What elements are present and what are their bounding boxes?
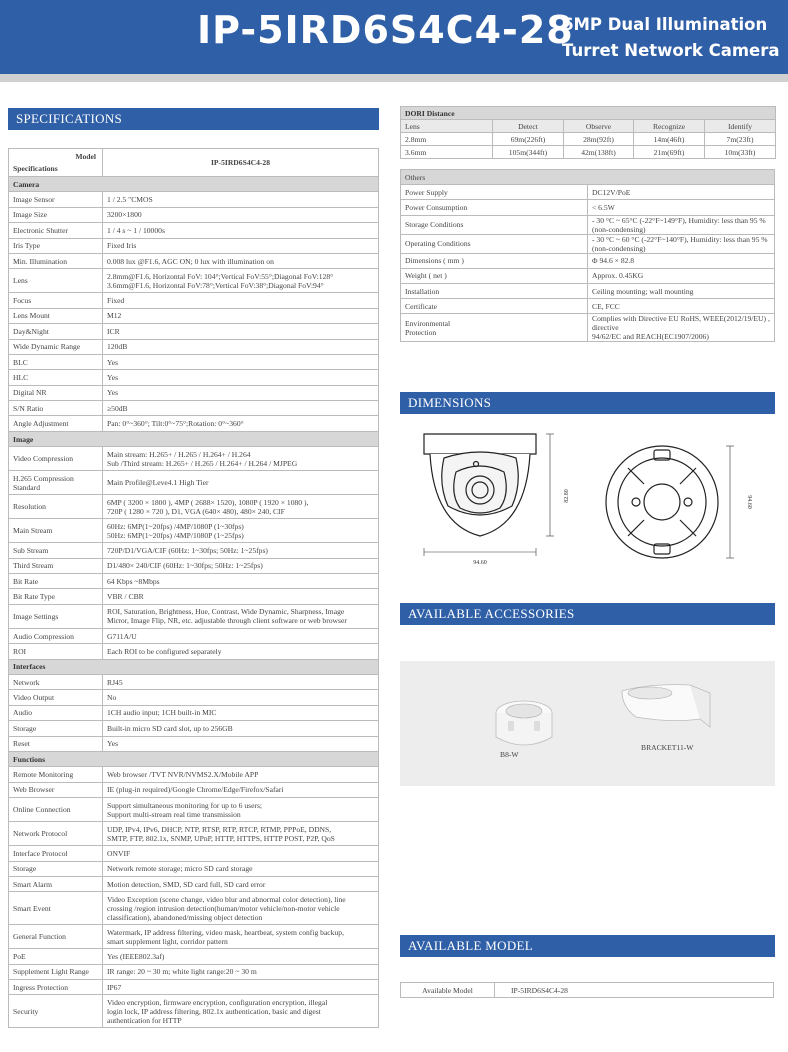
others-key [401, 185, 588, 200]
table-row [9, 574, 379, 589]
dori-cell: 7m(23ft) [705, 133, 776, 146]
spec-value [103, 604, 379, 628]
spec-value-line: login lock, IP address filtering, 802.1x authentication, basic and digest [107, 1006, 321, 1016]
spec-value [103, 370, 379, 385]
others-key-line: Power Consumption [405, 202, 468, 212]
others-value [588, 268, 775, 283]
others-value [588, 299, 775, 314]
others-key [401, 215, 588, 234]
spec-key: Digital NR [9, 385, 103, 400]
table-row [401, 146, 776, 159]
spec-value [103, 192, 379, 207]
spec-value [103, 308, 379, 323]
dori-column-headers [401, 120, 776, 133]
spec-key: Audio [9, 705, 103, 720]
spec-value [103, 339, 379, 354]
table-row [401, 314, 775, 342]
spec-value [103, 574, 379, 589]
others-value [588, 283, 775, 298]
spec-value [103, 385, 379, 400]
spec-value [103, 269, 379, 293]
spec-value [103, 876, 379, 891]
others-title: Others [401, 170, 775, 185]
dori-cell: 69m(226ft) [493, 133, 564, 146]
others-value [588, 200, 775, 215]
others-key [401, 253, 588, 268]
spec-value [103, 822, 379, 846]
others-value-line: - 30 °C ~ 65°C (-22°F~149°F), Humidity: less than 95 % (non-condensing) [592, 215, 766, 234]
spec-value-line: Network remote storage; micro SD card storage [107, 864, 253, 874]
others-value-line: Φ 94.6 × 82.8 [592, 256, 635, 266]
spec-key: ROI [9, 644, 103, 659]
table-row [401, 268, 775, 283]
dori-col-identify: Identify [705, 120, 776, 133]
others-key [401, 200, 588, 215]
spec-key: Storage [9, 861, 103, 876]
spec-value-line: Support simultaneous monitoring for up to 6 users; [107, 800, 263, 810]
group-row-camera [9, 177, 379, 192]
spec-value-line: 2.8mm@F1.6, Horizontal FoV: 104°;Vertical FoV:55°;Diagonal FoV:128° [107, 271, 334, 281]
others-value-line: CE, FCC [592, 301, 620, 311]
table-row [9, 192, 379, 207]
spec-key: Iris Type [9, 238, 103, 253]
spec-value-line: ONVIF [107, 848, 131, 858]
spec-value [103, 980, 379, 995]
spec-key: Video Output [9, 690, 103, 705]
table-row [9, 354, 379, 369]
camera-base-view [606, 446, 718, 558]
camera-side-view [424, 434, 536, 536]
spec-value [103, 401, 379, 416]
spec-value [103, 293, 379, 308]
table-row [9, 690, 379, 705]
spec-value [103, 447, 379, 471]
spec-key: Smart Event [9, 892, 103, 925]
others-value-line: - 30 °C ~ 60 °C (-22°F~140°F), Humidity: less than 95 % (non-condensing) [592, 234, 768, 253]
spec-key: Interface Protocol [9, 846, 103, 861]
spec-value-line: Web browser /TVT NVR/NVMS2.X/Mobile APP [107, 770, 259, 780]
spec-value [103, 995, 379, 1028]
spec-value-line: UDP, IPv4, IPv6, DHCP, NTP, RTSP, RTP, RTCP, RTMP, PPPoE, DDNS, [107, 824, 332, 834]
spec-key: Web Browser [9, 782, 103, 797]
spec-value [103, 705, 379, 720]
spec-value [103, 892, 379, 925]
table-row [9, 385, 379, 400]
others-key-line: Weight ( net ) [405, 271, 447, 281]
table-row [9, 892, 379, 925]
spec-key: BLC [9, 354, 103, 369]
spec-value-line: Video encryption, firmware encryption, configuration encryption, illegal [107, 997, 328, 1007]
spec-value [103, 519, 379, 543]
spec-value-line: M12 [107, 311, 122, 321]
header-strip [0, 74, 788, 82]
group-title: Camera [9, 177, 379, 192]
base-dimension-label: 94.60 [746, 495, 752, 509]
spec-key: Network Protocol [9, 822, 103, 846]
others-value-line: DC12V/PoE [592, 187, 631, 197]
others-key-line: Operating Conditions [405, 239, 471, 249]
table-row [9, 471, 379, 495]
spec-value-line: Main stream: H.265+ / H.265 / H.264+ / H.264 [107, 449, 251, 459]
header-specs-label: Specifications [13, 164, 58, 173]
spec-value-line: D1/480× 240/CIF (60Hz: 1~30fps; 50Hz: 1~25fps) [107, 561, 263, 571]
spec-value-line: 720P ( 1280 × 720 ), D1, VGA (640× 480), 480× 240, CIF [107, 506, 285, 516]
table-row [9, 798, 379, 822]
spec-value [103, 589, 379, 604]
table-row [401, 133, 776, 146]
dori-cell: 2.8mm [401, 133, 493, 146]
accessories-panel [400, 661, 775, 786]
table-row [9, 949, 379, 964]
table-row [9, 736, 379, 751]
specifications-table [8, 148, 379, 1028]
dori-cell: 105m(344ft) [493, 146, 564, 159]
spec-value-line: 120dB [107, 342, 128, 352]
dori-table [400, 106, 776, 159]
spec-key: Min. Illumination [9, 253, 103, 268]
table-row [401, 283, 775, 298]
table-row [9, 495, 379, 519]
group-row-image [9, 431, 379, 446]
wall-bracket-image [622, 685, 710, 727]
spec-key: Electronic Shutter [9, 223, 103, 238]
spec-value-line: Built-in micro SD card slot, up to 256GB [107, 723, 233, 733]
spec-value [103, 846, 379, 861]
spec-key: Smart Alarm [9, 876, 103, 891]
others-value-line: Approx. 0.45KG [592, 271, 644, 281]
spec-value-line: 1 / 2.5 "CMOS [107, 195, 153, 205]
spec-value [103, 798, 379, 822]
spec-key: Bit Rate [9, 574, 103, 589]
dori-col-observe: Observe [564, 120, 634, 133]
subtitle-line1: 6MP Dual Illumination [562, 15, 768, 34]
dori-cell: 28m(92ft) [564, 133, 634, 146]
others-key-line: Installation [405, 286, 440, 296]
spec-value-line: IE (plug-in required)/Google Chrome/Edge/Firefox/Safari [107, 785, 284, 795]
others-value [588, 185, 775, 200]
spec-value-line: 3200×1800 [107, 210, 142, 220]
spec-value-line: Main Profile@Leve4.1 High Tier [107, 478, 209, 488]
others-key [401, 299, 588, 314]
spec-value-line: Support multi-stream real time transmission [107, 809, 241, 819]
section-accessories: AVAILABLE ACCESSORIES [400, 603, 775, 625]
others-key-line: Environmental [405, 318, 451, 328]
spec-key: Wide Dynamic Range [9, 339, 103, 354]
spec-key: Bit Rate Type [9, 589, 103, 604]
table-row [401, 234, 775, 253]
spec-value-line: Watermark, IP address filtering, video mask, heartbeat, system config backup, [107, 927, 344, 937]
spec-value-line: 6MP ( 3200 × 1800 ), 4MP ( 2688× 1520), 1080P ( 1920 × 1080 ), [107, 497, 309, 507]
dori-cell: 42m(138ft) [564, 146, 634, 159]
section-available-model: AVAILABLE MODEL [400, 935, 775, 957]
spec-value-line: Fixed [107, 296, 125, 306]
spec-value [103, 471, 379, 495]
spec-key: Image Size [9, 207, 103, 222]
others-value [588, 234, 775, 253]
spec-value-line: 50Hz: 6MP(1~20fps) /4MP/1080P (1~25fps) [107, 530, 244, 540]
spec-value-line: smart supplement light, corridor pattern [107, 936, 228, 946]
spec-key: Angle Adjustment [9, 416, 103, 431]
table-row [9, 447, 379, 471]
table-row [401, 200, 775, 215]
table-row [401, 299, 775, 314]
spec-value-line: 1 / 4 s ~ 1 / 10000s [107, 225, 165, 235]
specs-header-row [9, 149, 379, 177]
group-row-interfaces [9, 659, 379, 674]
table-row [9, 782, 379, 797]
spec-value-line: IP67 [107, 982, 122, 992]
table-row [9, 543, 379, 558]
table-row [401, 215, 775, 234]
others-key-line: Protection [405, 327, 437, 337]
header-banner [0, 0, 788, 74]
spec-value-line: Each ROI to be configured separately [107, 646, 222, 656]
spec-value [103, 674, 379, 689]
spec-key: HLC [9, 370, 103, 385]
spec-key: Resolution [9, 495, 103, 519]
spec-value-line: RJ45 [107, 677, 123, 687]
spec-value-line: 3.6mm@F1.6, Horizontal FoV:78°;Vertical FoV:38°;Diagonal FoV:94° [107, 280, 324, 290]
others-value-line: Complies with Directive EU RoHS, WEEE(2012/19/EU) , directive [592, 314, 770, 333]
spec-key: Supplement Light Range [9, 964, 103, 979]
dori-col-recognize: Recognize [634, 120, 705, 133]
table-row [9, 238, 379, 253]
header-model-value: IP-5IRD6S4C4-28 [103, 149, 379, 177]
table-row [9, 604, 379, 628]
dori-cell: 21m(69ft) [634, 146, 705, 159]
group-row-functions [9, 751, 379, 766]
spec-key: Image Sensor [9, 192, 103, 207]
dori-col-lens: Lens [401, 120, 493, 133]
table-row [9, 767, 379, 782]
table-row [9, 519, 379, 543]
spec-value [103, 324, 379, 339]
spec-value-line: 1CH audio input; 1CH built-in MIC [107, 708, 217, 718]
others-key-line: Certificate [405, 301, 438, 311]
others-value [588, 314, 775, 342]
others-value-line: < 6.5W [592, 202, 615, 212]
table-row [9, 721, 379, 736]
spec-value [103, 543, 379, 558]
spec-key: Day&Night [9, 324, 103, 339]
spec-key: Storage [9, 721, 103, 736]
group-title: Image [9, 431, 379, 446]
spec-value [103, 207, 379, 222]
spec-value [103, 736, 379, 751]
group-title: Functions [9, 751, 379, 766]
others-key-line: Dimensions ( mm ) [405, 256, 464, 266]
spec-value-line: Yes [107, 372, 119, 382]
spec-value-line: No [107, 693, 117, 703]
table-row [9, 589, 379, 604]
spec-value-line: Motion detection, SMD, SD card full, SD card error [107, 879, 266, 889]
spec-key: Third Stream [9, 558, 103, 573]
width-dimension-label: 94.60 [473, 560, 487, 566]
spec-value-line: ROI, Saturation, Brightness, Hue, Contrast, Wide Dynamic, Sharpness, Image [107, 607, 345, 617]
header-model-label: Model [75, 152, 96, 161]
spec-value [103, 690, 379, 705]
spec-key: Remote Monitoring [9, 767, 103, 782]
spec-value [103, 416, 379, 431]
spec-key: Ingress Protection [9, 980, 103, 995]
spec-key: Security [9, 995, 103, 1028]
model-title: IP-5IRD6S4C4-28 [197, 8, 574, 52]
table-row [401, 253, 775, 268]
group-title: Interfaces [9, 659, 379, 674]
spec-value-line: ICR [107, 326, 120, 336]
spec-value [103, 223, 379, 238]
others-key [401, 234, 588, 253]
spec-value [103, 628, 379, 643]
junction-box-image [496, 701, 552, 745]
table-row [9, 253, 379, 268]
spec-value [103, 644, 379, 659]
spec-key: PoE [9, 949, 103, 964]
dori-title: DORI Distance [401, 107, 776, 120]
available-model-label: Available Model [401, 983, 495, 998]
others-value-line: 94/62/EC and REACH(EC1907/2006) [592, 332, 709, 342]
spec-value-line: crossing /region intrusion detection(human/motor vehicle/non-motor vehicle [107, 903, 340, 913]
table-row [9, 980, 379, 995]
spec-value-line: authentication for HTTP [107, 1015, 182, 1025]
others-key-line: Power Supply [405, 187, 448, 197]
dori-cell: 10m(33ft) [705, 146, 776, 159]
table-row [9, 861, 379, 876]
others-table [400, 169, 775, 342]
accessory-label-b8w: B8-W [500, 750, 519, 759]
spec-value-line: IR range: 20 ~ 30 m; white light range:20 ~ 30 m [107, 967, 257, 977]
spec-value-line: Fixed Iris [107, 241, 137, 251]
table-row [9, 822, 379, 846]
table-row [9, 223, 379, 238]
spec-value-line: Mirror, Image Flip, NR, etc. adjustable through client software or web browser [107, 616, 347, 626]
dori-cell: 14m(46ft) [634, 133, 705, 146]
section-specifications: SPECIFICATIONS [8, 108, 379, 130]
table-row [9, 339, 379, 354]
spec-value-line: G711A/U [107, 631, 137, 641]
spec-key: S/N Ratio [9, 401, 103, 416]
table-row [9, 416, 379, 431]
dimension-drawing [400, 424, 775, 574]
spec-key: H.265 Compression Standard [9, 471, 103, 495]
table-row [9, 401, 379, 416]
spec-value-line: 0.008 lux @F1.6, AGC ON; 0 lux with illumination on [107, 256, 274, 266]
table-row [9, 705, 379, 720]
spec-value-line: classification), abandoned/missing object detection [107, 912, 263, 922]
spec-value [103, 767, 379, 782]
others-key [401, 268, 588, 283]
spec-value-line: Yes [107, 357, 119, 367]
spec-value-line: Pan: 0°~360°; Tilt:0°~75°;Rotation: 0°~360° [107, 419, 244, 429]
spec-value-line: 720P/D1/VGA/CIF (60Hz: 1~30fps; 50Hz: 1~25fps) [107, 545, 268, 555]
section-dimensions: DIMENSIONS [400, 392, 775, 414]
spec-key: Image Settings [9, 604, 103, 628]
others-key [401, 314, 588, 342]
table-row [9, 995, 379, 1028]
subtitle-line2: Turret Network Camera [562, 41, 780, 60]
others-value-line: Ceiling mounting; wall mounting [592, 286, 694, 296]
spec-value-line: Sub /Third stream: H.265+ / H.265 / H.264+ / H.264 / MJPEG [107, 458, 298, 468]
spec-value [103, 925, 379, 949]
spec-key: Network [9, 674, 103, 689]
spec-key: General Function [9, 925, 103, 949]
available-model-value: IP-5IRD6S4C4-28 [511, 986, 568, 995]
table-row [9, 876, 379, 891]
spec-value-line: VBR / CBR [107, 592, 144, 602]
table-row [9, 558, 379, 573]
spec-value-line: Yes [107, 388, 119, 398]
spec-value-line: ≥50dB [107, 403, 128, 413]
table-row [9, 293, 379, 308]
dori-cell: 3.6mm [401, 146, 493, 159]
spec-key: Sub Stream [9, 543, 103, 558]
table-row [9, 269, 379, 293]
spec-value-line: Yes (IEEE802.3af) [107, 951, 165, 961]
others-value [588, 215, 775, 234]
spec-value [103, 861, 379, 876]
spec-key: Lens Mount [9, 308, 103, 323]
table-row [9, 925, 379, 949]
available-model-row [400, 982, 774, 998]
spec-value [103, 238, 379, 253]
height-dimension-label: 82.80 [564, 489, 570, 503]
spec-value [103, 253, 379, 268]
others-value [588, 253, 775, 268]
accessories-images [400, 661, 775, 786]
spec-key: Focus [9, 293, 103, 308]
table-row [9, 628, 379, 643]
spec-value [103, 495, 379, 519]
table-row [9, 644, 379, 659]
spec-value-line: Video Exception (scene change, video blur and abnormal color detection), line [107, 894, 346, 904]
spec-value-line: 60Hz: 6MP(1~20fps) /4MP/1080P (1~30fps) [107, 521, 244, 531]
others-key [401, 283, 588, 298]
spec-key: Lens [9, 269, 103, 293]
spec-value [103, 721, 379, 736]
spec-key: Reset [9, 736, 103, 751]
accessory-label-bracket11w: BRACKET11-W [641, 743, 694, 752]
others-key-line: Storage Conditions [405, 220, 464, 230]
table-row [9, 308, 379, 323]
spec-value-line: SMTP, FTP, 802.1x, SNMP, UPnP, HTTP, HTTPS, HTTP POST, P2P, QoS [107, 833, 335, 843]
table-row [9, 846, 379, 861]
spec-value [103, 354, 379, 369]
table-row [9, 674, 379, 689]
spec-value-line: 64 Kbps ~8Mbps [107, 576, 160, 586]
spec-key: Online Connection [9, 798, 103, 822]
spec-key: Video Compression [9, 447, 103, 471]
spec-key: Audio Compression [9, 628, 103, 643]
spec-value [103, 782, 379, 797]
table-row [9, 964, 379, 979]
spec-key: Main Stream [9, 519, 103, 543]
table-row [401, 185, 775, 200]
spec-value-line: Yes [107, 739, 119, 749]
spec-value [103, 949, 379, 964]
table-row [9, 370, 379, 385]
dori-col-detect: Detect [493, 120, 564, 133]
spec-value [103, 558, 379, 573]
table-row [9, 207, 379, 222]
model-subtitle [562, 12, 780, 64]
spec-value [103, 964, 379, 979]
table-row [9, 324, 379, 339]
